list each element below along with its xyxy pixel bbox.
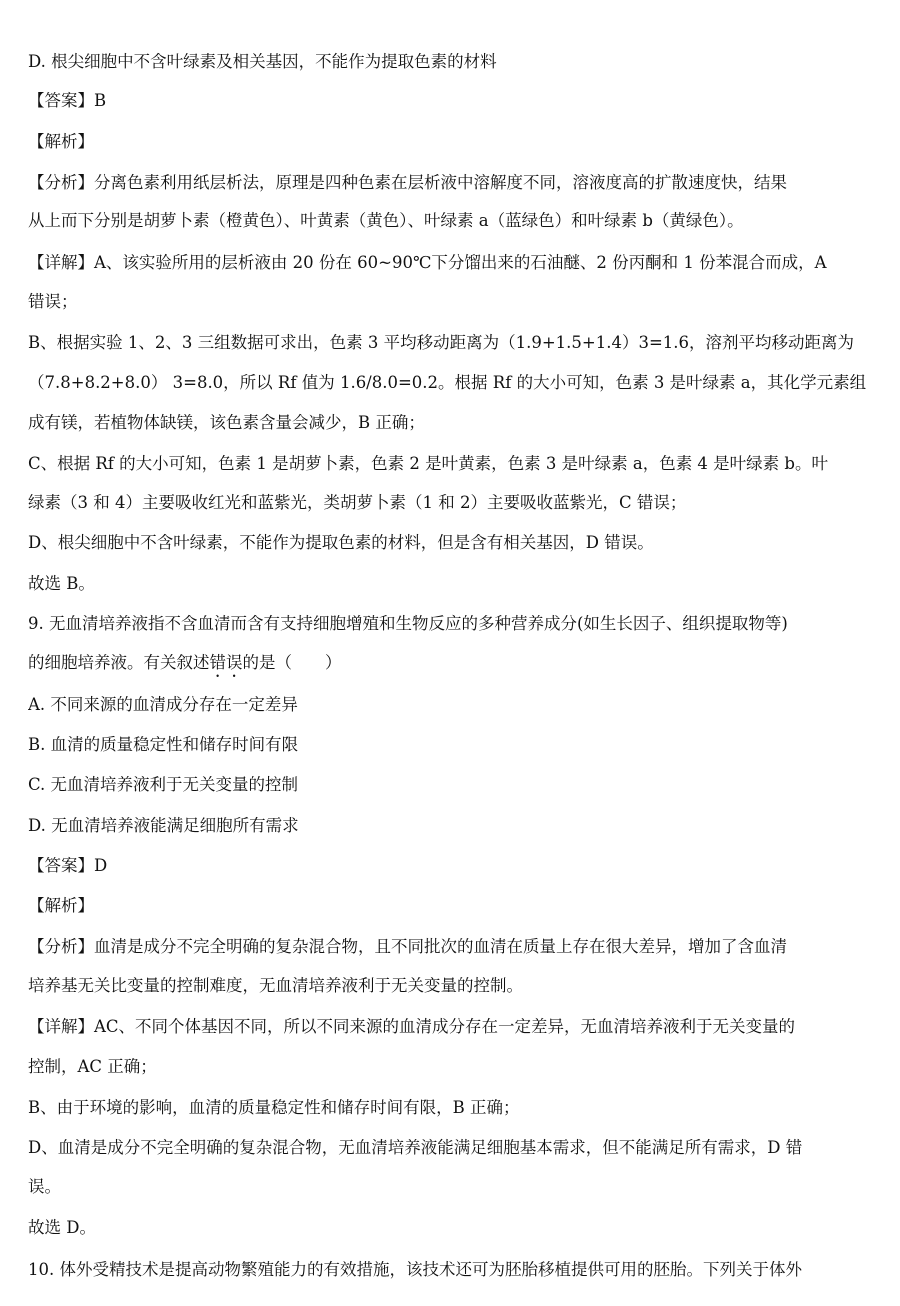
q9-detail-b: B、由于环境的影响，血清的质量稳定性和储存时间有限，B 正确； [28, 1098, 520, 1117]
q9-conclusion: 故选 D。 [28, 1218, 96, 1237]
q9-stem-after: 的是（ ） [242, 653, 342, 672]
q8-analysis-line-2: 从上而下分别是胡萝卜素（橙黄色）、叶黄素（黄色）、叶绿素 a（蓝绿色）和叶绿素 b（黄绿色）。 [28, 211, 744, 230]
q8-detail-c-line-1: C、根据 Rf 的大小可知，色素 1 是胡萝卜素，色素 2 是叶黄素，色素 3 是叶绿素 a，色素 4 是叶绿素 b。叶 [28, 454, 828, 473]
q9-option-b: B. 血清的质量稳定性和储存时间有限 [28, 735, 299, 754]
q9-analysis-heading: 【解析】 [28, 896, 94, 915]
q9-detail-d-line-2: 误。 [28, 1177, 61, 1196]
q8-conclusion: 故选 B。 [28, 574, 95, 593]
q9-option-a: A. 不同来源的血清成分存在一定差异 [28, 695, 298, 714]
q9-detail-ac-line-2: 控制，AC 正确； [28, 1057, 157, 1076]
q8-option-d: D. 根尖细胞中不含叶绿素及相关基因，不能作为提取色素的材料 [28, 52, 497, 71]
q8-detail-b-line-2: （7.8+8.2+8.0） 3=8.0，所以 Rf 值为 1.6/8.0=0.2。根据 Rf 的大小可知，色素 3 是叶绿素 a，其化学元素组 [28, 373, 867, 392]
q8-analysis-line-1: 【分析】分离色素利用纸层析法，原理是四种色素在层析液中溶解度不同，溶液度高的扩散速度快，结果 [28, 173, 787, 192]
q9-analysis-line-1: 【分析】血清是成分不完全明确的复杂混合物，且不同批次的血清在质量上存在很大差异，增加了含血清 [28, 937, 787, 956]
q10-stem-line-1: 10. 体外受精技术是提高动物繁殖能力的有效措施，该技术还可为胚胎移植提供可用的胚胎。下列关于体外 [28, 1260, 802, 1279]
q8-detail-b-line-3: 成有镁，若植物体缺镁，该色素含量会减少，B 正确； [28, 413, 425, 432]
q8-answer: 【答案】B [28, 91, 107, 110]
q9-option-c: C. 无血清培养液利于无关变量的控制 [28, 775, 299, 794]
q8-analysis-heading: 【解析】 [28, 132, 94, 151]
q9-stem-emphasis: 错误 [209, 653, 243, 672]
q9-answer: 【答案】D [28, 856, 108, 875]
q9-option-d: D. 无血清培养液能满足细胞所有需求 [28, 816, 299, 835]
q8-detail-c-line-2: 绿素（3 和 4）主要吸收红光和蓝紫光，类胡萝卜素（1 和 2）主要吸收蓝紫光，C 错误； [28, 493, 687, 512]
q9-analysis-line-2: 培养基无关比变量的控制难度，无血清培养液利于无关变量的控制。 [28, 976, 523, 995]
q9-stem-line-1: 9. 无血清培养液指不含血清而含有支持细胞增殖和生物反应的多种营养成分(如生长因子、组织提取物等) [28, 614, 788, 633]
q9-stem-line-2 [28, 651, 873, 681]
q8-detail-line-2: 错误； [28, 292, 78, 311]
q9-stem-before: 的细胞培养液。有关叙述 [28, 653, 210, 672]
q8-detail-b-line-1: B、根据实验 1、2、3 三组数据可求出，色素 3 平均移动距离为（1.9+1.5+1.4）3=1.6，溶剂平均移动距离为 [28, 333, 855, 352]
q9-detail-ac-line-1: 【详解】AC、不同个体基因不同，所以不同来源的血清成分存在一定差异，无血清培养液利于无关变量的 [28, 1017, 796, 1036]
q8-detail-line-1: 【详解】A、该实验所用的层析液由 20 份在 60~90℃下分馏出来的石油醚、2 份丙酮和 1 份苯混合而成，A [28, 253, 827, 272]
q8-detail-d: D、根尖细胞中不含叶绿素，不能作为提取色素的材料，但是含有相关基因，D 错误。 [28, 533, 654, 552]
q9-detail-d-line-1: D、血清是成分不完全明确的复杂混合物，无血清培养液能满足细胞基本需求，但不能满足所有需求，D 错 [28, 1138, 803, 1157]
